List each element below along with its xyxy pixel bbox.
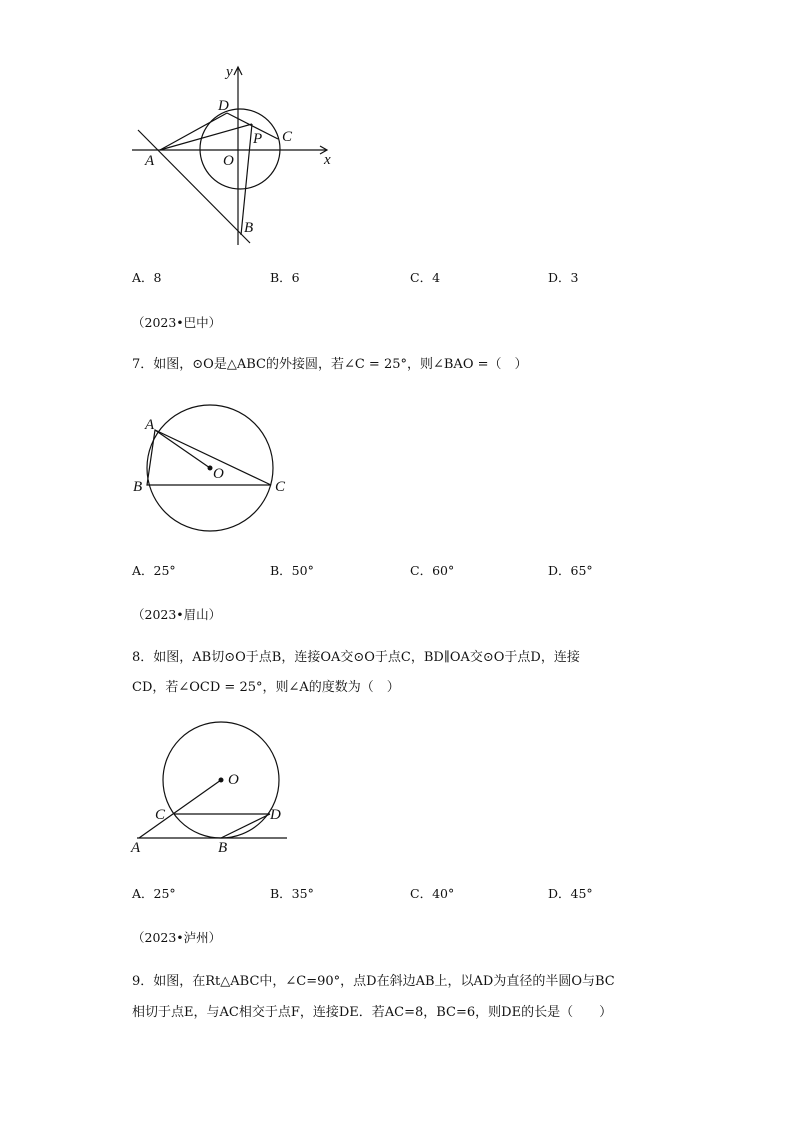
label-c: C — [282, 129, 293, 145]
q8-source: （2023•眉山） — [132, 607, 222, 622]
segment-bd — [221, 814, 270, 838]
segment-ao — [139, 780, 221, 838]
q7-option-a: A．25° — [132, 563, 176, 578]
label-o: O — [213, 466, 224, 482]
label-a: A — [131, 840, 141, 856]
q9-source: （2023•泸州） — [132, 930, 222, 945]
label-c: C — [155, 807, 166, 823]
q8-option-c: C．40° — [410, 886, 455, 901]
label-y: y — [226, 64, 233, 80]
q6-option-a: A．8 — [132, 270, 162, 285]
label-x: x — [324, 152, 331, 168]
label-c: C — [275, 479, 286, 495]
q8-option-a: A．25° — [132, 886, 176, 901]
q9-stem-line1: 9．如图，在Rt△ABC中，∠C=90°，点D在斜边AB上，以AD为直径的半圆O与BC — [132, 974, 615, 989]
q8-option-b: B．35° — [270, 886, 314, 901]
q6-figure — [120, 55, 350, 255]
q9-stem-line2: 相切于点E，与AC相交于点F，连接DE．若AC=8，BC=6，则DE的长是（ ） — [132, 1005, 613, 1020]
line-ab — [138, 130, 250, 243]
q8-option-d: D．45° — [548, 886, 593, 901]
q7-option-b: B．50° — [270, 563, 314, 578]
label-d: D — [270, 807, 281, 823]
label-o: O — [228, 772, 239, 788]
label-b: B — [133, 479, 143, 495]
triangle-abc — [147, 430, 271, 485]
center-point-o — [219, 778, 224, 783]
q6-option-b: B．6 — [270, 270, 300, 285]
q7-option-c: C．60° — [410, 563, 455, 578]
center-point-o — [208, 466, 213, 471]
q7-option-d: D．65° — [548, 563, 593, 578]
q7-stem: 7．如图，⊙O是△ABC的外接圆，若∠C = 25°，则∠BAO =（ ） — [132, 357, 528, 372]
segment-pb — [241, 124, 252, 235]
segment-ad — [160, 113, 227, 150]
label-o: O — [223, 153, 234, 169]
label-a: A — [145, 153, 155, 169]
q8-stem-line2: CD，若∠OCD = 25°，则∠A的度数为（ ） — [132, 680, 400, 695]
label-a: A — [145, 417, 155, 433]
label-b: B — [218, 840, 228, 856]
q7-source: （2023•巴中） — [132, 315, 222, 330]
label-d: D — [218, 98, 229, 114]
q6-option-c: C．4 — [410, 270, 441, 285]
q6-option-d: D．3 — [548, 270, 579, 285]
q8-stem-line1: 8．如图，AB切⊙O于点B，连接OA交⊙O于点C，BD∥OA交⊙O于点D，连接 — [132, 650, 580, 665]
label-b: B — [244, 220, 254, 236]
q7-figure — [125, 405, 300, 540]
label-p: P — [253, 131, 263, 147]
segment-ao — [155, 430, 210, 468]
q8-figure — [125, 725, 305, 860]
